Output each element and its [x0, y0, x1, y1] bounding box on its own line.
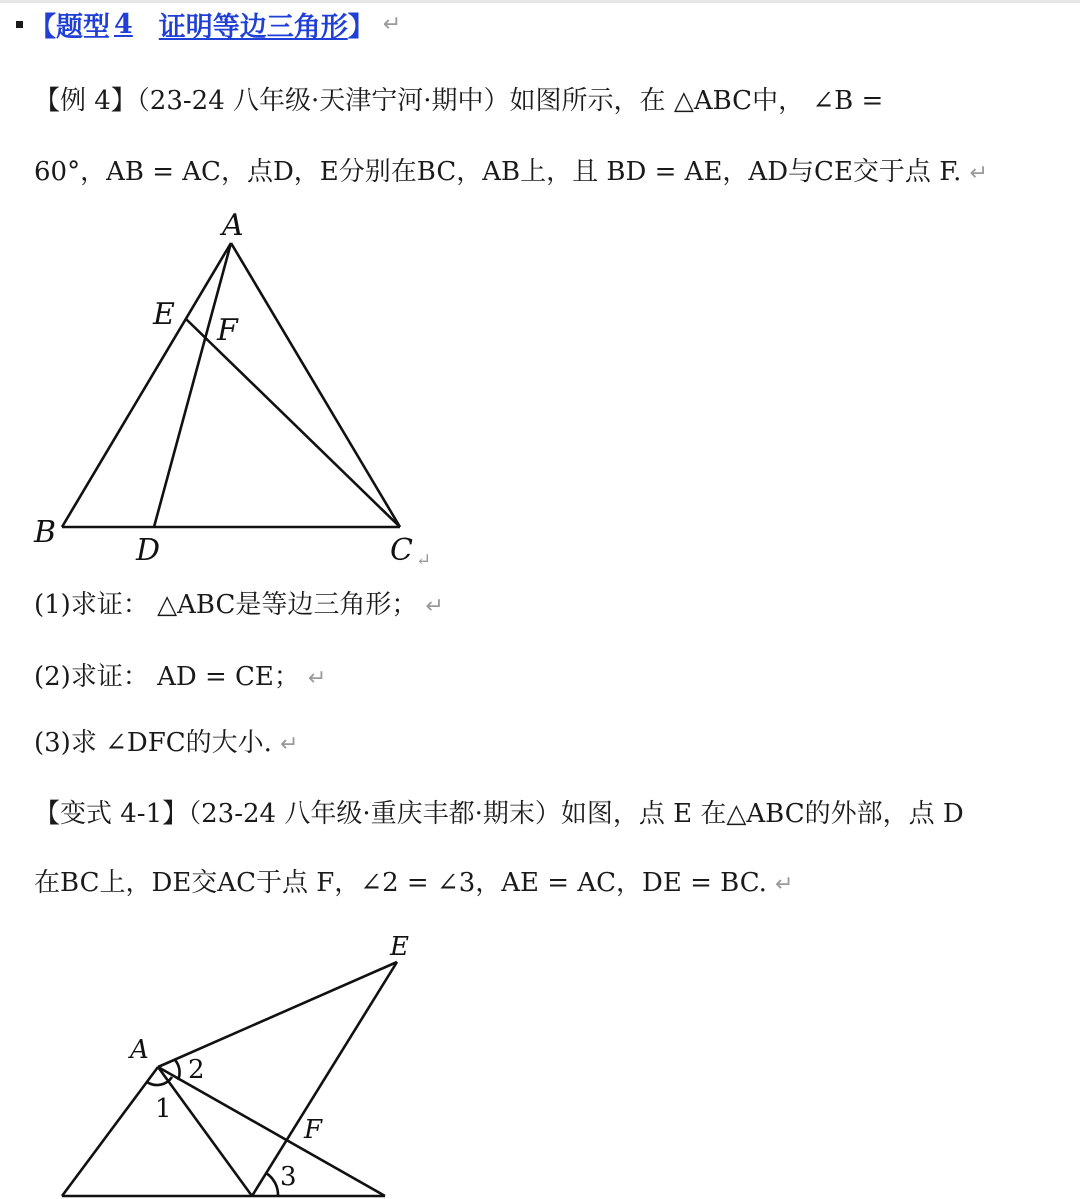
- segment-AD2: [158, 1067, 252, 1196]
- angle-arc-3: [266, 1173, 278, 1196]
- segment-AB: [62, 243, 231, 527]
- fig1-label-D: D: [136, 533, 161, 568]
- fig2-label-F: F: [304, 1115, 323, 1145]
- question-1: (1)求证： △ABC是等边三角形； ↵: [34, 590, 444, 620]
- question-2: (2)求证： AD = CE； ↵: [34, 662, 327, 692]
- question-3: (3)求 ∠DFC的大小. ↵: [34, 728, 299, 758]
- heading-number: 4: [114, 8, 133, 40]
- fig2-label-A: A: [130, 1035, 149, 1065]
- segment-AB2: [62, 1067, 158, 1196]
- return-mark-icon: ↵: [382, 11, 402, 37]
- heading-label: 题型: [56, 11, 110, 43]
- fig2-label-2: 2: [188, 1055, 205, 1085]
- variant41-line2: 在BC上，DE交AC于点 F，∠2 = ∠3，AE = AC，DE = BC. ↵: [34, 868, 794, 898]
- segment-AC: [231, 243, 400, 527]
- variant41-line1: 【变式 4-1】（23-24 八年级·重庆丰都·期末）如图，点 E 在△ABC的外部，点 D: [34, 799, 964, 829]
- fig1-label-E: E: [153, 297, 175, 332]
- fig1-label-B: B: [34, 515, 57, 550]
- fig1-label-A: A: [222, 208, 244, 243]
- fig1-return-mark-icon: ↵: [416, 550, 432, 571]
- figure2-shape: [62, 962, 397, 1196]
- heading-title: 证明等边三角形: [158, 11, 348, 43]
- heading-bracket-open: 【: [29, 11, 56, 43]
- segment-AD: [154, 243, 231, 527]
- figure1-triangle: [62, 243, 400, 527]
- fig2-label-E: E: [390, 932, 409, 962]
- example4-line2: 60°，AB = AC，点D，E分别在BC，AB上，且 BD = AE，AD与CE交于点 F. ↵: [34, 157, 988, 187]
- example4-line1: 【例 4】（23-24 八年级·天津宁河·期中）如图所示，在 △ABC中， ∠B =: [34, 86, 884, 116]
- segment-AE: [158, 962, 397, 1067]
- fig2-label-1: 1: [155, 1094, 172, 1124]
- fig1-label-C: C: [390, 533, 413, 568]
- heading-bracket-close: 】: [347, 11, 375, 43]
- fig1-label-F: F: [217, 313, 238, 348]
- fig2-label-3: 3: [280, 1162, 297, 1192]
- segment-CE: [186, 319, 400, 527]
